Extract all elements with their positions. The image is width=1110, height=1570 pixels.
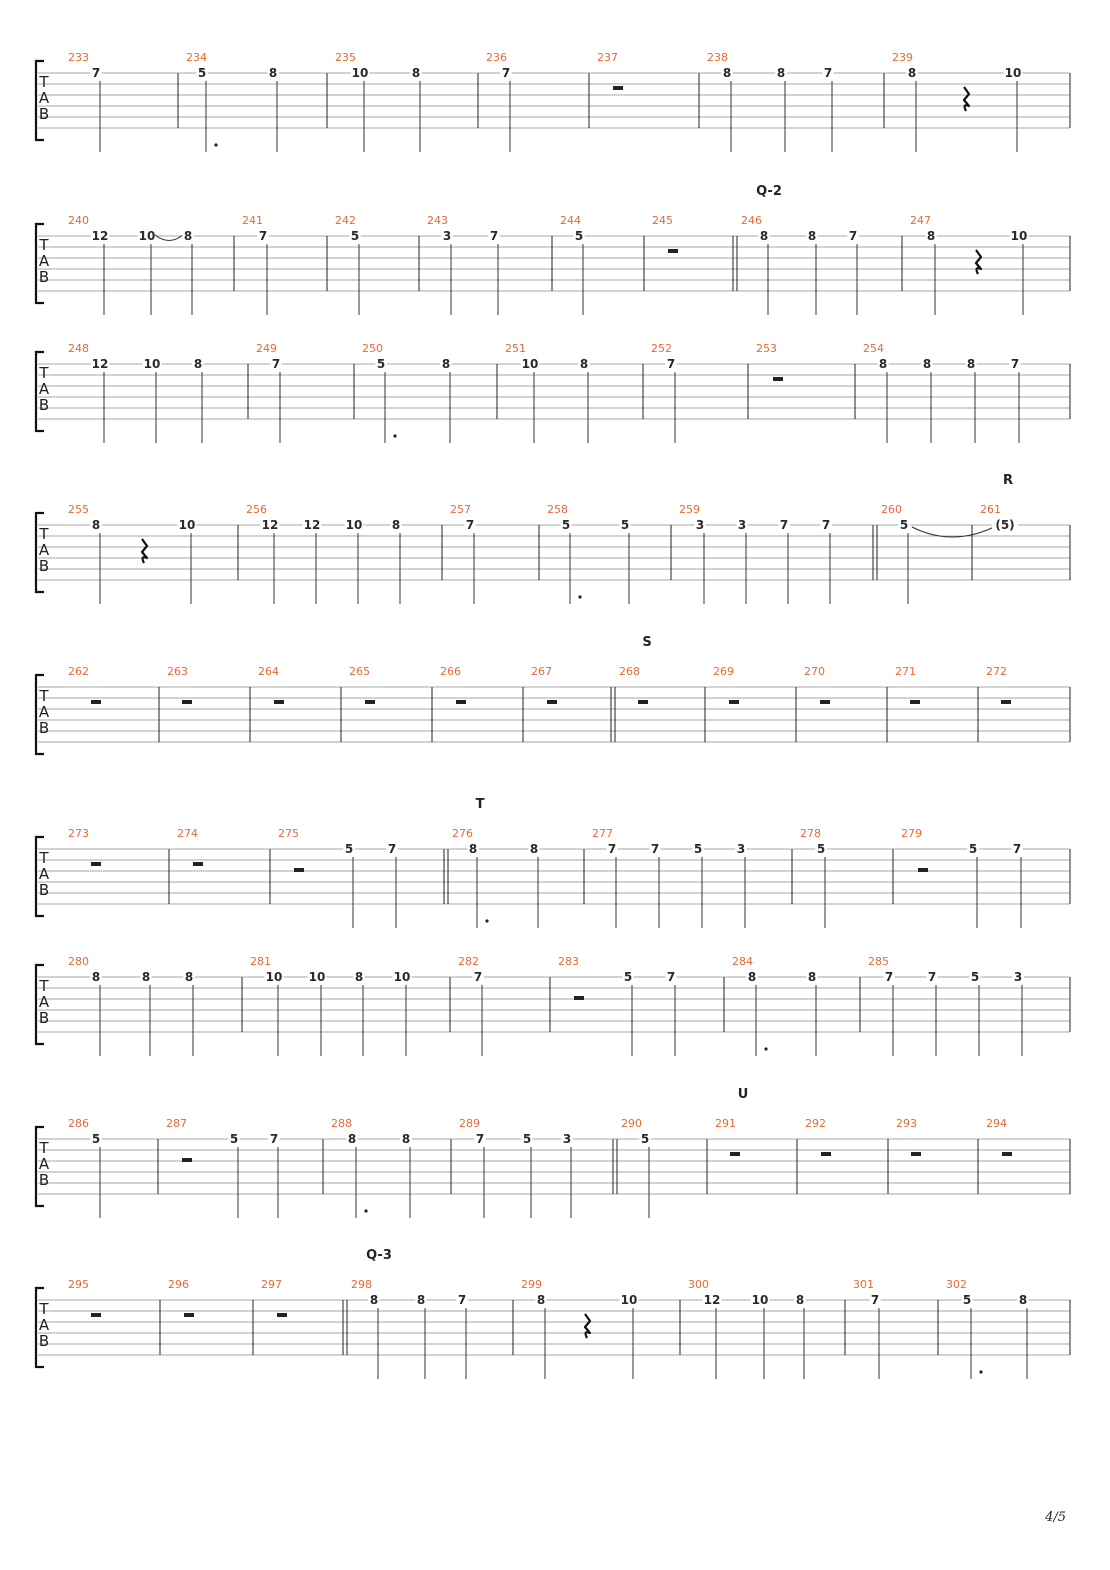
fret-number: 10: [620, 1293, 638, 1307]
tab-clef-letter: B: [38, 881, 50, 899]
bar-number: 252: [651, 342, 672, 355]
bar-number: 254: [863, 342, 884, 355]
tab-clef-letter: T: [39, 525, 49, 543]
bar-number: 244: [560, 214, 581, 227]
fret-number: 7: [927, 970, 937, 984]
section-marker: S: [642, 635, 652, 650]
bar-number: 259: [679, 503, 700, 516]
fret-number: 10: [393, 970, 411, 984]
fret-number: 10: [1010, 229, 1028, 243]
bar-number: 240: [68, 214, 89, 227]
fret-number: 7: [779, 518, 789, 532]
fret-number: (5): [995, 518, 1015, 532]
bar-number: 233: [68, 51, 89, 64]
fret-number: 5: [91, 1132, 101, 1146]
fret-number: 12: [91, 229, 109, 243]
tab-system: [36, 342, 1070, 443]
tab-clef-letter: A: [38, 252, 50, 270]
half-rest: [277, 1313, 287, 1317]
bar-number: 294: [986, 1117, 1007, 1130]
fret-number: 7: [823, 66, 833, 80]
fret-number: 7: [465, 518, 475, 532]
bar-number: 283: [558, 955, 579, 968]
tab-clef-letter: B: [38, 557, 50, 575]
tab-clef-letter: A: [38, 541, 50, 559]
fret-number: 5: [640, 1132, 650, 1146]
tab-clef-letter: A: [38, 380, 50, 398]
tab-clef-letter: B: [38, 719, 50, 737]
fret-number: 8: [759, 229, 769, 243]
fret-number: 8: [747, 970, 757, 984]
section-marker: R: [1002, 473, 1014, 488]
fret-number: 5: [623, 970, 633, 984]
fret-number: 8: [468, 842, 478, 856]
fret-number: 7: [271, 357, 281, 371]
bar-number: 299: [521, 1278, 542, 1291]
fret-number: 5: [620, 518, 630, 532]
bar-number: 286: [68, 1117, 89, 1130]
fret-number: 8: [795, 1293, 805, 1307]
fret-number: 12: [261, 518, 279, 532]
fret-number: 5: [816, 842, 826, 856]
fret-number: 5: [522, 1132, 532, 1146]
tab-clef-letter: A: [38, 1316, 50, 1334]
half-rest: [574, 996, 584, 1000]
half-rest: [773, 377, 783, 381]
half-rest: [918, 868, 928, 872]
half-rest: [91, 1313, 101, 1317]
half-rest: [821, 1152, 831, 1156]
tab-clef-letter: B: [38, 268, 50, 286]
tab-system: [36, 184, 1070, 315]
fret-number: 12: [91, 357, 109, 371]
bar-number: 277: [592, 827, 613, 840]
bar-number: 288: [331, 1117, 352, 1130]
bar-number: 285: [868, 955, 889, 968]
fret-number: 3: [736, 842, 746, 856]
bar-number: 296: [168, 1278, 189, 1291]
fret-number: 10: [521, 357, 539, 371]
tab-clef-letter: T: [39, 687, 49, 705]
bar-number: 246: [741, 214, 762, 227]
fret-number: 10: [1004, 66, 1022, 80]
page-number: 4/5: [1045, 1510, 1066, 1525]
fret-number: 10: [345, 518, 363, 532]
half-rest: [729, 700, 739, 704]
fret-number: 5: [899, 518, 909, 532]
tab-system: [36, 473, 1070, 604]
fret-number: 3: [562, 1132, 572, 1146]
fret-number: 8: [347, 1132, 357, 1146]
bar-number: 271: [895, 665, 916, 678]
bar-number: 236: [486, 51, 507, 64]
fret-number: 10: [265, 970, 283, 984]
fret-number: 8: [369, 1293, 379, 1307]
bar-number: 274: [177, 827, 198, 840]
bar-number: 301: [853, 1278, 874, 1291]
fret-number: 8: [807, 970, 817, 984]
fret-number: 8: [391, 518, 401, 532]
section-marker: Q-2: [756, 184, 782, 199]
bar-number: 297: [261, 1278, 282, 1291]
half-rest: [730, 1152, 740, 1156]
tab-clef-letter: A: [38, 703, 50, 721]
fret-number: 10: [751, 1293, 769, 1307]
half-rest: [182, 700, 192, 704]
bar-number: 241: [242, 214, 263, 227]
half-rest: [613, 86, 623, 90]
bar-number: 263: [167, 665, 188, 678]
half-rest: [182, 1158, 192, 1162]
tab-system: [36, 635, 1070, 754]
half-rest: [184, 1313, 194, 1317]
tab-clef-letter: B: [38, 1332, 50, 1350]
bar-number: 280: [68, 955, 89, 968]
fret-number: 8: [91, 518, 101, 532]
fret-number: 5: [344, 842, 354, 856]
bar-number: 242: [335, 214, 356, 227]
fret-number: 8: [878, 357, 888, 371]
half-rest: [668, 249, 678, 253]
rhythm-dot: [578, 595, 581, 598]
bar-number: 290: [621, 1117, 642, 1130]
bar-number: 272: [986, 665, 1007, 678]
bar-number: 245: [652, 214, 673, 227]
bar-number: 250: [362, 342, 383, 355]
fret-number: 8: [91, 970, 101, 984]
fret-number: 7: [848, 229, 858, 243]
fret-number: 8: [184, 970, 194, 984]
rhythm-dot: [393, 434, 396, 437]
bar-number: 268: [619, 665, 640, 678]
fret-number: 8: [922, 357, 932, 371]
tab-clef-letter: T: [39, 1139, 49, 1157]
bar-number: 266: [440, 665, 461, 678]
bar-number: 239: [892, 51, 913, 64]
tab-clef-letter: A: [38, 993, 50, 1011]
tab-system: [36, 1087, 1070, 1218]
fret-number: 8: [401, 1132, 411, 1146]
bar-number: 256: [246, 503, 267, 516]
fret-number: 7: [884, 970, 894, 984]
fret-number: 12: [303, 518, 321, 532]
fret-number: 5: [968, 842, 978, 856]
fret-number: 3: [442, 229, 452, 243]
fret-number: 7: [1010, 357, 1020, 371]
bar-number: 264: [258, 665, 279, 678]
half-rest: [1001, 700, 1011, 704]
fret-number: 7: [91, 66, 101, 80]
fret-number: 10: [308, 970, 326, 984]
fret-number: 7: [457, 1293, 467, 1307]
fret-number: 8: [722, 66, 732, 80]
tab-clef-letter: B: [38, 105, 50, 123]
fret-number: 8: [268, 66, 278, 80]
bar-number: 291: [715, 1117, 736, 1130]
fret-number: 7: [473, 970, 483, 984]
bar-number: 302: [946, 1278, 967, 1291]
rhythm-dot: [485, 919, 488, 922]
tab-clef-letter: B: [38, 1171, 50, 1189]
half-rest: [820, 700, 830, 704]
fret-number: 10: [138, 229, 156, 243]
quarter-rest: [585, 1314, 590, 1338]
tab-system: [36, 797, 1070, 928]
half-rest: [911, 1152, 921, 1156]
bar-number: 295: [68, 1278, 89, 1291]
fret-number: 5: [962, 1293, 972, 1307]
fret-number: 8: [807, 229, 817, 243]
fret-number: 5: [350, 229, 360, 243]
tab-system: [36, 955, 1070, 1056]
fret-number: 5: [693, 842, 703, 856]
fret-number: 5: [197, 66, 207, 80]
tab-system: [36, 1248, 1070, 1379]
fret-number: 7: [666, 970, 676, 984]
fret-number: 5: [574, 229, 584, 243]
tab-clef-letter: A: [38, 89, 50, 107]
tab-clef-letter: T: [39, 236, 49, 254]
fret-number: 3: [695, 518, 705, 532]
bar-number: 234: [186, 51, 207, 64]
bar-number: 278: [800, 827, 821, 840]
fret-number: 3: [1013, 970, 1023, 984]
bar-number: 249: [256, 342, 277, 355]
tab-clef-letter: T: [39, 364, 49, 382]
bar-number: 270: [804, 665, 825, 678]
bar-number: 284: [732, 955, 753, 968]
fret-number: 8: [354, 970, 364, 984]
tab-clef-letter: T: [39, 849, 49, 867]
fret-number: 8: [529, 842, 539, 856]
fret-number: 7: [1012, 842, 1022, 856]
fret-number: 8: [926, 229, 936, 243]
bar-number: 247: [910, 214, 931, 227]
rhythm-dot: [979, 1370, 982, 1373]
half-rest: [365, 700, 375, 704]
section-marker: T: [475, 797, 485, 812]
bar-number: 276: [452, 827, 473, 840]
slur-tie: [912, 527, 994, 537]
fret-number: 8: [183, 229, 193, 243]
bar-number: 289: [459, 1117, 480, 1130]
tab-system: [36, 51, 1070, 152]
fret-number: 8: [441, 357, 451, 371]
bar-number: 257: [450, 503, 471, 516]
half-rest: [294, 868, 304, 872]
bar-number: 237: [597, 51, 618, 64]
bar-number: 293: [896, 1117, 917, 1130]
fret-number: 7: [821, 518, 831, 532]
bar-number: 262: [68, 665, 89, 678]
fret-number: 8: [776, 66, 786, 80]
section-marker: U: [737, 1087, 749, 1102]
section-marker: Q-3: [366, 1248, 392, 1263]
rhythm-dot: [764, 1047, 767, 1050]
fret-number: 5: [376, 357, 386, 371]
fret-number: 7: [666, 357, 676, 371]
half-rest: [547, 700, 557, 704]
half-rest: [274, 700, 284, 704]
bar-number: 292: [805, 1117, 826, 1130]
tab-clef-letter: T: [39, 1300, 49, 1318]
tab-clef-letter: T: [39, 977, 49, 995]
bar-number: 235: [335, 51, 356, 64]
fret-number: 8: [411, 66, 421, 80]
fret-number: 7: [489, 229, 499, 243]
fret-number: 7: [269, 1132, 279, 1146]
bar-number: 300: [688, 1278, 709, 1291]
bar-number: 255: [68, 503, 89, 516]
tab-clef-letter: B: [38, 1009, 50, 1027]
bar-number: 260: [881, 503, 902, 516]
rhythm-dot: [214, 143, 217, 146]
half-rest: [91, 700, 101, 704]
fret-number: 7: [258, 229, 268, 243]
bar-number: 248: [68, 342, 89, 355]
half-rest: [91, 862, 101, 866]
fret-number: 8: [1018, 1293, 1028, 1307]
fret-number: 10: [351, 66, 369, 80]
bar-number: 279: [901, 827, 922, 840]
fret-number: 5: [229, 1132, 239, 1146]
quarter-rest: [964, 87, 969, 111]
fret-number: 8: [536, 1293, 546, 1307]
half-rest: [456, 700, 466, 704]
bar-number: 243: [427, 214, 448, 227]
bar-number: 253: [756, 342, 777, 355]
bar-number: 265: [349, 665, 370, 678]
quarter-rest: [142, 539, 147, 563]
fret-number: 7: [475, 1132, 485, 1146]
bar-number: 298: [351, 1278, 372, 1291]
tab-clef-letter: T: [39, 73, 49, 91]
bar-number: 251: [505, 342, 526, 355]
fret-number: 8: [141, 970, 151, 984]
bar-number: 238: [707, 51, 728, 64]
tab-clef-letter: A: [38, 1155, 50, 1173]
bar-number: 275: [278, 827, 299, 840]
rhythm-dot: [364, 1209, 367, 1212]
half-rest: [910, 700, 920, 704]
fret-number: 5: [561, 518, 571, 532]
tab-clef-letter: B: [38, 396, 50, 414]
fret-number: 8: [966, 357, 976, 371]
tab-clef-letter: A: [38, 865, 50, 883]
fret-number: 10: [143, 357, 161, 371]
bar-number: 282: [458, 955, 479, 968]
bar-number: 258: [547, 503, 568, 516]
half-rest: [1002, 1152, 1012, 1156]
quarter-rest: [976, 250, 981, 274]
fret-number: 7: [870, 1293, 880, 1307]
fret-number: 10: [178, 518, 196, 532]
bar-number: 273: [68, 827, 89, 840]
fret-number: 8: [193, 357, 203, 371]
fret-number: 7: [607, 842, 617, 856]
half-rest: [193, 862, 203, 866]
bar-number: 281: [250, 955, 271, 968]
bar-number: 267: [531, 665, 552, 678]
fret-number: 3: [737, 518, 747, 532]
fret-number: 8: [416, 1293, 426, 1307]
bar-number: 287: [166, 1117, 187, 1130]
fret-number: 8: [579, 357, 589, 371]
fret-number: 8: [907, 66, 917, 80]
fret-number: 5: [970, 970, 980, 984]
half-rest: [638, 700, 648, 704]
bar-number: 261: [980, 503, 1001, 516]
fret-number: 7: [650, 842, 660, 856]
bar-number: 269: [713, 665, 734, 678]
fret-number: 12: [703, 1293, 721, 1307]
fret-number: 7: [501, 66, 511, 80]
fret-number: 7: [387, 842, 397, 856]
